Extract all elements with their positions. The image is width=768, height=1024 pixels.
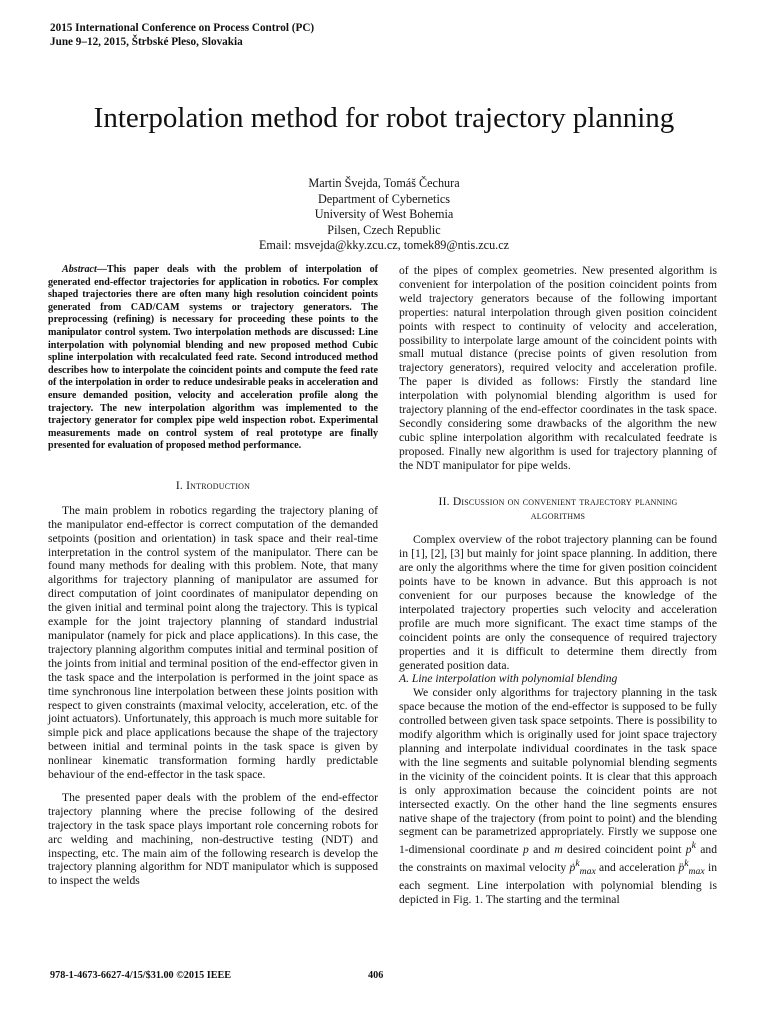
abstract <box>48 264 378 453</box>
math-max-acceleration: max <box>688 866 705 878</box>
footer-isbn-copyright: 978-1-4673-6627-4/15/$31.00 ©2015 IEEE <box>50 970 232 981</box>
continuation-paragraph: of the pipes of complex geometries. New presented algorithm is convenient for interpolation of the position coincident points from weld trajectory generators because of the following important properties: natural interpolation through given position coincident points with respect to continuity of velocity and acceleration, possibility to interpolate large amount of the coincident points with small mutual distance (precise points of given resolution from trajectory generators), required velocity and acceleration profile. The paper is divided as follows: Firstly the standard line interpolation with polynomial blending algorithm is used for trajectory planning of the end-effector coordinates in the task space. Secondly considering some drawbacks of the algorithm the new cubic spline interpolation algorithm with recalculated feedrate is proposed. Finally new algorithm is used for trajectory planning of the NDT manipulator for pipe welds. <box>399 264 717 472</box>
math-subscript-max-velocity <box>580 866 596 877</box>
section-heading-discussion-line2: algorithms <box>530 508 586 522</box>
conference-header <box>50 22 718 49</box>
text-desired: desired coincident point <box>562 843 686 857</box>
left-column <box>48 264 378 888</box>
abstract-text: This paper deals with the problem of interpolation of generated end-effector trajectories for application in robotics. For complex shaped trajectories there are often many high resolution coincident points generated from CAD/CAM systems or trajectory generators. The preprocessing (refining) is necessary for proceeding these points to the manipulator control system. Two interpolation methods are discussed: Line interpolation with polynomial blending and new proposed method Cubic spline interpolation with recalculated feed rate. Second introduced method describes how to interpolate the coincident points and compute the feed rate of the interpolation in order to reduce undesirable peaks in acceleration and ensure demanded position, velocity and acceleration profile along the trajectory. The new interpolation algorithm was implemented to the trajectory generator for complex pipe weld inspection robot. Experimental measurements made on control system of real prototype are finally presented for evaluation of proposed method performance. <box>48 264 378 452</box>
math-pdot: ṗ <box>569 860 576 874</box>
math-max-velocity: max <box>579 866 596 878</box>
text-and: and <box>528 843 555 857</box>
section-heading-discussion <box>399 495 717 523</box>
discussion-paragraph: Complex overview of the robot trajectory planning can be found in [1], [2], [3] but mainly for joint space planning. In addition, there are only the algorithms where the time for given position coincident points have to be known in advance. But this approach is not convenient for our purposes because the knowledge of the interpolated trajectory properties such velocity and acceleration profile are much more significant. The exact time stamps of the coincident points are only the consequence of required trajectory properties and it is difficult to determine them directly from generated position data. <box>399 533 717 672</box>
line-interpolation-text-a: We consider only algorithms for trajectory planning in the task space because the motion of the end-effector is supposed to be fully controlled between given task space setpoints. There is possibility to modify algorithm which is originally used for joint space trajectory planning and interpolate individual coordinates in the task space with the line segments and suitable polynomial blending segments in the vicinity of the coincident points. It is clear that this approach is only approximation because the coincident points are not intersected exactly. On the other hand the line segments ensures native shape of the trajectory (from point to point) and the blending segment can be parametrized appropriately. Firstly we suppose one 1-dimensional coordinate <box>399 686 717 857</box>
paper-title: Interpolation method for robot trajectory planning <box>93 102 675 134</box>
conference-name: 2015 International Conference on Process Control (PC) <box>50 22 315 34</box>
right-column <box>399 264 717 907</box>
line-interpolation-text-c: and acceleration <box>595 860 679 874</box>
author-department: Department of Cybernetics <box>318 191 450 206</box>
math-subscript-max-acceleration <box>689 866 705 877</box>
section-heading-introduction: I. Introduction <box>175 478 251 492</box>
subsection-heading-line-interpolation: A. Line interpolation with polynomial blending <box>399 672 618 686</box>
line-interpolation-text-d: in each segment. Line interpolation with polynomial blending is depicted in Fig. 1. The starting and the terminal <box>399 860 717 907</box>
intro-paragraph-2: The presented paper deals with the problem of the end-effector trajectory planning where the precise following of the desired trajectory in the task space plays important role concerning robots for arc welding and machining, non-destructive testing (NDT) and inspecting, etc. The main aim of the following research is develop the trajectory planning algorithm for NDT manipulator which is supposed to inspect the welds <box>48 790 378 888</box>
math-k-velocity: k <box>575 858 580 870</box>
author-university: University of West Bohemia <box>314 207 454 222</box>
section-heading-discussion-line1: II. Discussion on convenient trajectory planning <box>438 494 678 508</box>
math-pddot: p̈ <box>678 860 685 874</box>
line-interpolation-paragraph <box>399 686 717 907</box>
math-p: p <box>523 843 529 857</box>
author-names: Martin Švejda, Tomáš Čechura <box>308 176 460 190</box>
abstract-label: Abstract <box>62 264 97 275</box>
author-location: Pilsen, Czech Republic <box>327 222 441 237</box>
math-k: k <box>691 840 696 852</box>
math-k-acceleration: k <box>684 858 689 870</box>
math-p-k: p <box>685 843 692 857</box>
intro-paragraph-1: The main problem in robotics regarding the trajectory planing of the manipulator end-effector is correct computation of the demanded setpoints (position and orientation) in task space and their real-time interpretation in the control system of the manipulator. There can be found many methods for dealing with this problem. Note, that many algorithms for trajectory planning of manipulator are assumed for direct computation of joint coordinates of manipulator depending on the given initial and terminal point along the trajectory. This is typical example for the joint trajectory planning of standard industrial manipulator (namely for pick and place applications). In this case, the trajectory planning algorithm computes initial and terminal position of the joints from initial and terminal position of the end-effector given in the task space and the interpolation is performed in the joint space as time synchronous line interpolation between these joints position with respect to given constraints (maximal velocity, acceleration, etc. of the joint actuators). Unfortunately, this approach is much more suitable for simple pick and place applications because the shape of the trajectory between initial and terminal points in the task space is given by nonlinear kinematic transformation forming hardly predictable behaviour of the end-effector in the task space. <box>48 503 378 782</box>
page-number: 406 <box>368 970 384 981</box>
line-interpolation-text-b: and the constraints on maximal velocity <box>399 843 718 874</box>
conference-date-location: June 9–12, 2015, Štrbské Pleso, Slovakia <box>50 35 243 48</box>
abstract-dash: — <box>96 264 107 275</box>
math-m: m <box>554 843 563 857</box>
author-block <box>40 176 728 254</box>
author-email: Email: msvejda@kky.zcu.cz, tomek89@ntis.zcu.cz <box>258 238 510 253</box>
